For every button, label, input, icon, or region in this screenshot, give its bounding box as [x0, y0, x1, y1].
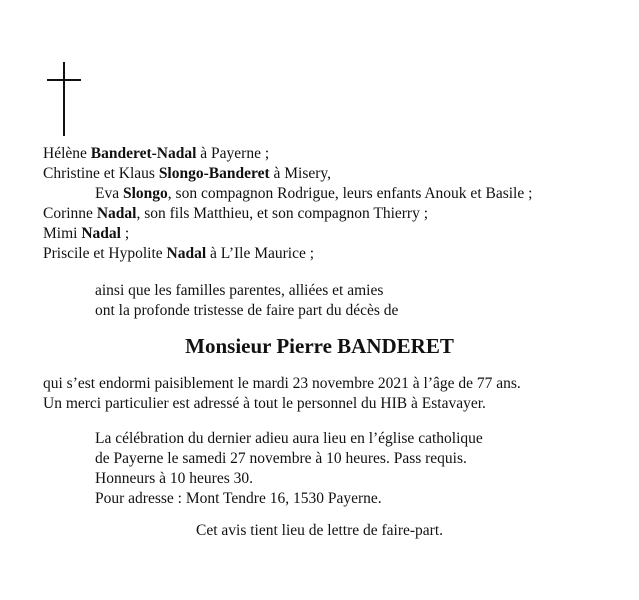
- family-line-text: à Payerne ;: [196, 145, 270, 162]
- intro-line: ainsi que les familles parentes, alliées et amies: [95, 282, 384, 299]
- family-name-bold: Nadal: [96, 205, 137, 222]
- family-line-text: Hélène: [43, 145, 91, 162]
- family-line-indented: [95, 184, 532, 204]
- family-line-text: Corinne: [43, 205, 97, 222]
- closing-note: Cet avis tient lieu de lettre de faire-part.: [195, 522, 444, 539]
- family-line-text: , son compagnon Rodrigue, leurs enfants Anouk et Basile ;: [167, 185, 533, 202]
- family-line-text: Mimi: [43, 225, 82, 242]
- ceremony-line: Honneurs à 10 heures 30.: [95, 470, 253, 487]
- cross-vertical-bar: [63, 62, 65, 136]
- ceremony-line: Pour adresse : Mont Tendre 16, 1530 Payerne.: [95, 490, 382, 507]
- family-line-text: ;: [120, 225, 130, 242]
- deceased-name: Monsieur Pierre BANDERET: [185, 334, 454, 358]
- ceremony-line: de Payerne le samedi 27 novembre à 10 heures. Pass requis.: [95, 450, 467, 467]
- family-line: [43, 204, 428, 224]
- family-line: [43, 224, 129, 244]
- family-line: [43, 244, 314, 264]
- ceremony-line: La célébration du dernier adieu aura lieu en l’église catholique: [95, 430, 483, 447]
- family-line-text: à Misery,: [269, 165, 332, 182]
- family-line: [43, 164, 331, 184]
- family-line-text: Priscile et Hypolite: [43, 245, 167, 262]
- family-line-text: Eva: [95, 185, 123, 202]
- cross-horizontal-bar: [47, 79, 81, 81]
- family-line-text: , son fils Matthieu, et son compagnon Thierry ;: [136, 205, 429, 222]
- family-name-bold: Nadal: [166, 245, 207, 262]
- family-line-text: à L’Ile Maurice ;: [206, 245, 315, 262]
- death-text-line: Un merci particulier est adressé à tout le personnel du HIB à Estavayer.: [43, 395, 486, 412]
- family-line-text: Christine et Klaus: [43, 165, 159, 182]
- family-name-bold: Slongo: [122, 185, 168, 202]
- family-name-bold: Nadal: [81, 225, 121, 242]
- intro-line: ont la profonde tristesse de faire part du décès de: [95, 302, 399, 319]
- family-name-bold: Slongo-Banderet: [158, 165, 270, 182]
- death-text-line: qui s’est endormi paisiblement le mardi 23 novembre 2021 à l’âge de 77 ans.: [43, 375, 521, 392]
- family-line: [43, 144, 269, 164]
- family-name-bold: Banderet-Nadal: [90, 145, 197, 162]
- cross-icon: [47, 62, 81, 136]
